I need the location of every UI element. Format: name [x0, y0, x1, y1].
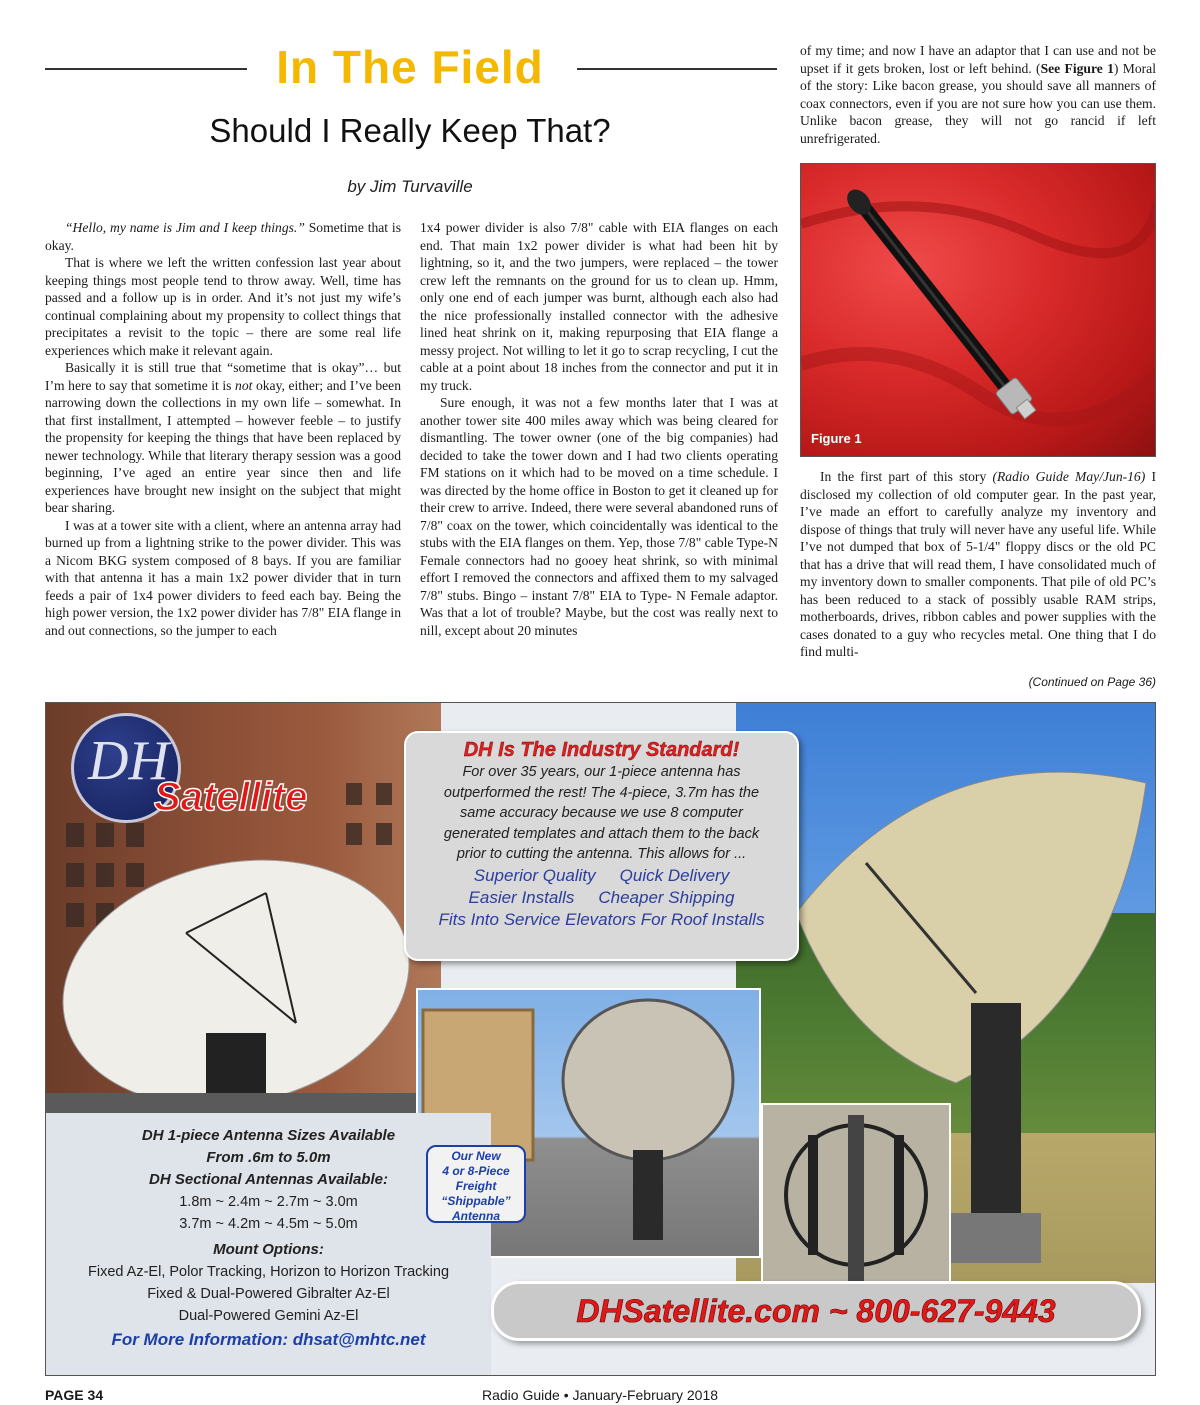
- article-column-2: [420, 219, 778, 639]
- publication-info: Radio Guide • January-February 2018: [481, 1387, 719, 1403]
- header-rule-right: [577, 68, 777, 70]
- standard-line: outperformed the rest! The 4-piece, 3.7m has the: [443, 784, 760, 801]
- sectional-sizes: 1.8m ~ 2.4m ~ 2.7m ~ 3.0m: [179, 1194, 358, 1210]
- header-rule-left: [45, 68, 247, 70]
- feature-item: Fits Into Service Elevators For Roof Installs: [438, 909, 765, 929]
- continued-note: (Continued on Page 36): [1028, 675, 1156, 689]
- feature-item: Easier Installs: [468, 887, 575, 907]
- standard-line: For over 35 years, our 1-piece antenna has: [462, 764, 741, 780]
- feature-item: Superior Quality: [473, 865, 596, 885]
- article-column-3-top: [800, 42, 1156, 147]
- mount-option: Dual-Powered Gemini Az-El: [178, 1308, 359, 1324]
- paragraph: of my time; and now I have an adaptor that I can use and not be upset if it gets broken, lost or left behind. (See Figure 1) Moral of the story: Like bacon grease, you should save all manners of coax connectors, even if you are not sure how you can use them. Unlike bacon grease, they will not go rancid if left unrefrigerated.: [800, 43, 1156, 146]
- dh-satellite-advertisement: [45, 702, 1156, 1376]
- section-kicker: In The Field: [276, 41, 544, 93]
- article-column-1: [45, 219, 401, 639]
- sizes-title: DH 1-piece Antenna Sizes Available: [141, 1127, 396, 1144]
- standard-line: prior to cutting the antenna. This allows for ...: [456, 846, 747, 862]
- standard-line: same accuracy because we use 8 computer: [460, 805, 743, 821]
- dh-logo-mark: DH: [88, 730, 169, 792]
- paragraph: Sure enough, it was not a few months later that I was at another tower site 400 miles away which was being cleared for dismantling. The tower owner (one of the big companies) had decided to take the tower down and I had two clients operating FM stations on it which had to be moved on a time schedule. I was directed by the home office in Boston to get it cleaned up for their crew to arrive. Indeed, there were several abandoned runs of 7/8" coax on the tower, which coincidentally was identical to the stubs with the EIA flanges on them. Yep, those 7/8" cable Type-N Female connectors had no gooey heat shrink, so with minimal effort I removed the connectors and affixed them to my salvaged 7/8" stubs. Bingo – instant 7/8" EIA to Type- N Female adaptor. Was that a lot of trouble? Maybe, but the cost was really next to nill, except about 20 minutes: [420, 395, 778, 638]
- dh-logo-wordmark: Satellite: [154, 775, 308, 819]
- feature-item: Quick Delivery: [619, 865, 730, 885]
- feature-row: [406, 865, 797, 887]
- mount-title: Mount Options:: [213, 1241, 324, 1258]
- sizes-range: From .6m to 5.0m: [206, 1149, 331, 1166]
- mount-option: Fixed Az-El, Polor Tracking, Horizon to Horizon Tracking: [87, 1264, 450, 1280]
- paragraph: Basically it is still true that “sometime that is okay”… but I’m here to say that sometime it is not okay, either; and I’ve been narrowing down the collections in my own life – somewhat. In that first installment, I attempted – however feeble – to justify the propensity for keeping the things that have been replaced by newer technology. While that literary therapy session was a good beginning, I’ve aged an entire year since then and life experiences have brought new insight on the subject that might bear sharing.: [45, 360, 401, 515]
- industry-standard-box: [404, 731, 799, 961]
- figure-1-caption: Figure 1: [811, 431, 862, 446]
- antenna-info-panel: [46, 1113, 491, 1376]
- sectional-sizes: 3.7m ~ 4.2m ~ 4.5m ~ 5.0m: [179, 1216, 358, 1232]
- paragraph: “Hello, my name is Jim and I keep things.” Sometime that is okay.: [45, 220, 401, 253]
- feature-item: Cheaper Shipping: [598, 887, 735, 907]
- article-column-3-bottom: [800, 468, 1156, 661]
- website-phone-banner[interactable]: DHSatellite.com ~ 800-627-9443: [491, 1281, 1141, 1341]
- article-headline: Should I Really Keep That?: [209, 112, 611, 149]
- paragraph: That is where we left the written confession last year about keeping things most people tend to throw away. Well, time has passed and a follow up is in order. And it’s not just my wife’s continual complaining about my propensity to collect things that precipitates a revisit to the topic – there are some real life experiences which make it relevant again.: [45, 255, 401, 358]
- ad-dish-back-inset: [761, 1103, 951, 1288]
- page-number: PAGE 34: [45, 1387, 104, 1403]
- paragraph: 1x4 power divider is also 7/8" cable with EIA flanges on each end. That main 1x2 power divider is what had been hit by lightning, so it, and the two jumpers, were replaced – the tower crew left the remnants on the ground for us to clean up. Hmm, only one end of each jumper was burnt, although each also had the nice professionally installed connector with the adhesive lined heat shrink on it, making repurposing that EIA flange a messy project. Not willing to let it go to scrap recycling, I cut the cable at a point about 18 inches from the connector and put it in my truck.: [420, 220, 778, 393]
- coax-adaptor-illustration: [801, 164, 1156, 457]
- standard-line: generated templates and attach them to the back: [443, 825, 760, 842]
- dish-back: [763, 1105, 949, 1286]
- industry-standard-title: DH Is The Industry Standard!: [463, 739, 740, 761]
- freight-antenna-badge: Our New 4 or 8-Piece Freight “Shippable” Antenna: [426, 1145, 526, 1223]
- sectional-title: DH Sectional Antennas Available:: [149, 1171, 388, 1188]
- contact-email[interactable]: For More Information: dhsat@mhtc.net: [111, 1330, 426, 1349]
- paragraph: I was at a tower site with a client, where an antenna array had burned up from a lightning strike to the power divider. This was a Nicom BKG system composed of 8 bays. If you are familiar with that antenna it has a main 1x2 power divider that in turn feeds a pair of 1x4 power dividers to feed each bay. Being the high power version, the 1x2 power divider has 7/8" EIA flange in and out connections, so the jumper to each: [45, 517, 401, 638]
- paragraph: In the first part of this story (Radio Guide May/Jun-16) I disclosed my collection of old computer gear. In the past year, I’ve made an effort to carefully analyze my inventory and dispose of things that truly will never have any useful life. While I’ve not dumped that box of 5-1/4" floppy discs or the old PC that has a drive that will read them, I have consolidated much of my inventory down to smaller components. That pile of old PC’s has been reduced to a stack of possibly usable RAM strips, motherboards, drives, ribbon cables and power supplies with the cases donated to a guy who recycles metal. One thing that I do find multi-: [800, 469, 1156, 659]
- mount-option: Fixed & Dual-Powered Gibralter Az-El: [147, 1286, 390, 1302]
- figure-1-photo: [800, 163, 1156, 457]
- article-byline: by Jim Turvaville: [347, 177, 473, 196]
- feature-row: [406, 887, 797, 909]
